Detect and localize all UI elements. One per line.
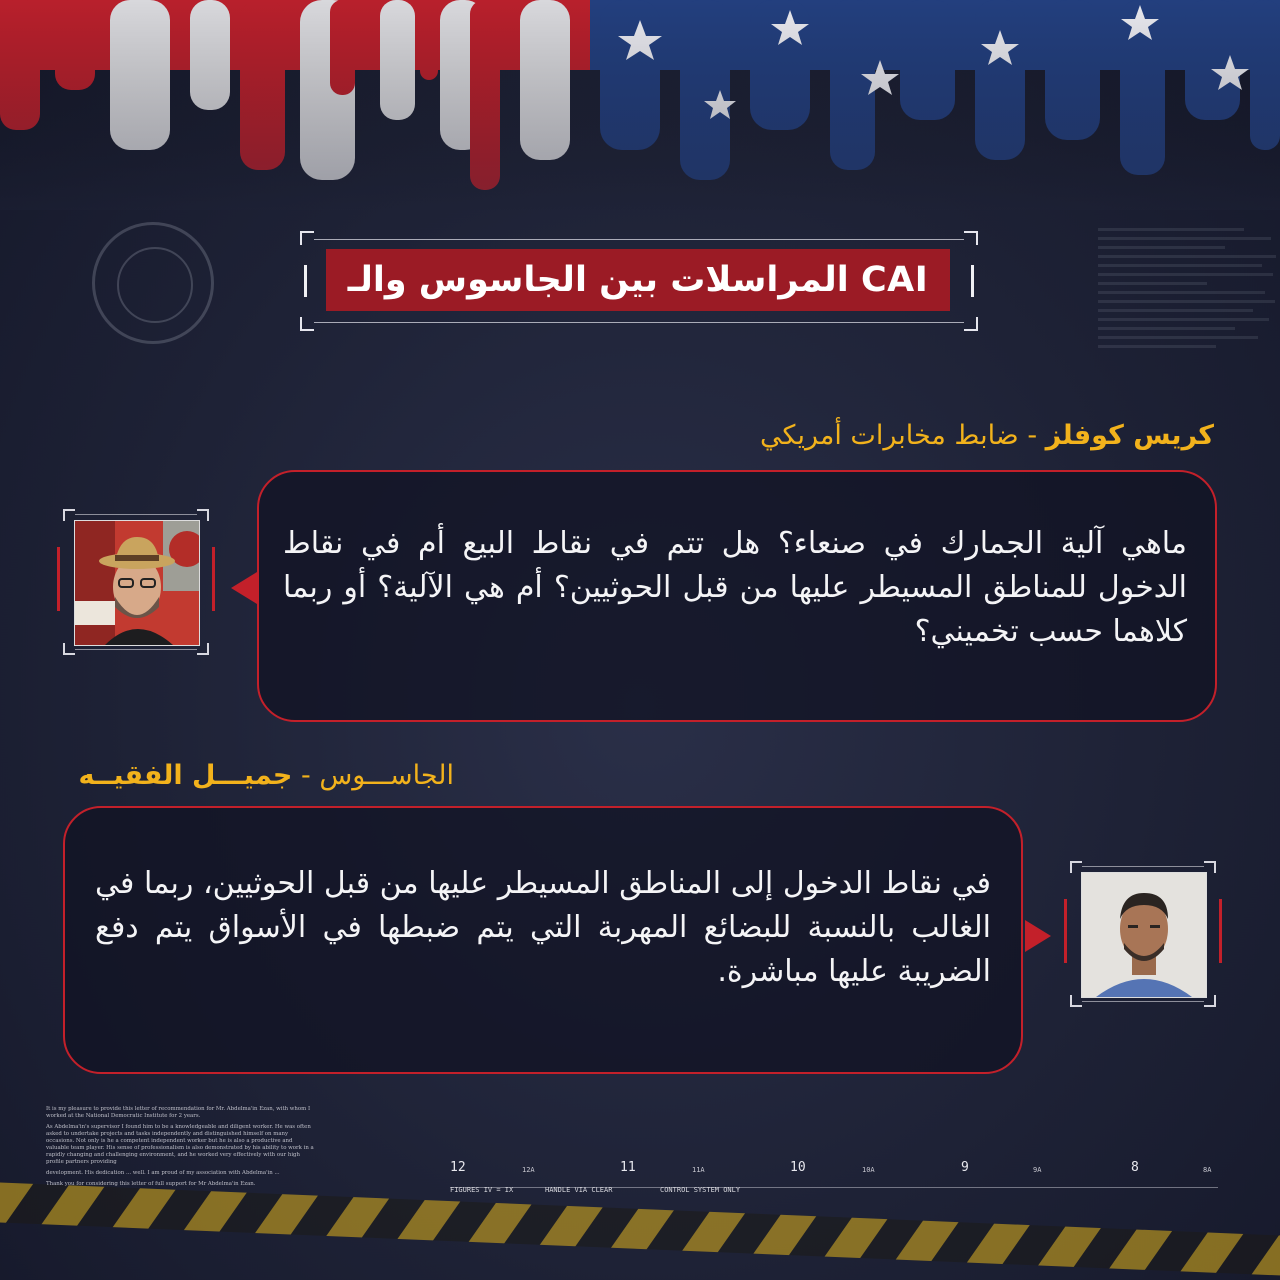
spy-message-bubble [63, 806, 1023, 1074]
ruler-caption: CONTROL SYSTEM ONLY [660, 1186, 741, 1194]
ruler-label: 9 [961, 1160, 969, 1175]
letter-paragraph: As Abdelma'in's supervisor I found him to be a knowledgeable and diligent worker. He was often asked to undertake projects and tasks independently and distinguished himself on many occasions. Not only is he a competent independent worker but he is also a productive and valuable team player. His sense of professionalism is also demonstrated by his ability to work in a rapidly changing and challenging environment, and he worked very effectively with our high profile partners providing [46, 1124, 314, 1165]
officer-bubble-pointer [231, 572, 257, 604]
spy-name-line [79, 760, 454, 791]
officer-role: ضابط مخابرات أمريكي [760, 420, 1019, 451]
ruler-label: 8 [1131, 1160, 1139, 1175]
us-flag-drip-icon [0, 0, 1280, 210]
officer-name: كريس كوفلز [1045, 420, 1214, 451]
officer-avatar-frame [63, 509, 209, 655]
spy-role: الجاســـوس [319, 760, 454, 791]
spy-avatar-frame [1070, 861, 1216, 1007]
ruler-decoration [450, 1160, 1218, 1200]
ruler-caption: FIGURES IV = IX [450, 1186, 514, 1194]
ruler-label: 11A [692, 1166, 705, 1174]
title-frame [300, 231, 978, 331]
spy-dash: - [301, 760, 311, 791]
page-title: المراسلات بين الجاسوس والـ CAI [347, 260, 929, 300]
ruler-label: 10A [862, 1166, 875, 1174]
person-photo-icon [75, 521, 199, 645]
avatar [74, 520, 200, 646]
spy-bubble-pointer [1025, 920, 1051, 952]
officer-name-line [760, 420, 1214, 451]
ruler-label: 9A [1033, 1166, 1042, 1174]
ruler-label: 8A [1203, 1166, 1212, 1174]
officer-dash: - [1027, 420, 1038, 451]
ruler-caption: HANDLE VIA CLEAR [545, 1186, 613, 1194]
faded-document-decoration [1098, 228, 1280, 358]
cia-seal-icon [92, 222, 214, 344]
letter-paragraph: It is my pleasure to provide this letter of recommendation for Mr. Abdelma'in Ezan, with whom I worked at the National Democratic Institute for 2 years. [46, 1106, 311, 1119]
officer-message: ماهي آلية الجمارك في صنعاء؟ هل تتم في نقاط البيع أم في نقاط الدخول للمناطق المسيطر عليها من قبل الحوثيين؟ أم هي الآلية؟ أو ربما كلاهما حسب تخميني؟ [283, 526, 1187, 649]
letter-paragraph: development. His dedication ... well. I am proud of my association with Abdelma'in ... [46, 1170, 280, 1176]
ruler-label: 12A [522, 1166, 535, 1174]
spy-message: في نقاط الدخول إلى المناطق المسيطر عليها من قبل الحوثيين، ربما في الغالب بالنسبة للبضائع المهربة التي يتم ضبطها في الأسواق يتم دفع الضريبة عليها مباشرة. [95, 866, 991, 989]
spy-name: جميـــل الفقيــه [78, 760, 293, 791]
avatar [1081, 872, 1207, 998]
title-band [326, 249, 950, 311]
ruler-label: 10 [790, 1160, 806, 1175]
officer-message-bubble [257, 470, 1217, 722]
person-photo-icon [1082, 873, 1206, 997]
recommendation-letter [46, 1106, 314, 1192]
letter-paragraph: Thank you for considering this letter of full support for Mr Abdelma'in Ezan. [46, 1181, 256, 1187]
ruler-label: 11 [620, 1160, 636, 1175]
ruler-label: 12 [450, 1160, 466, 1175]
